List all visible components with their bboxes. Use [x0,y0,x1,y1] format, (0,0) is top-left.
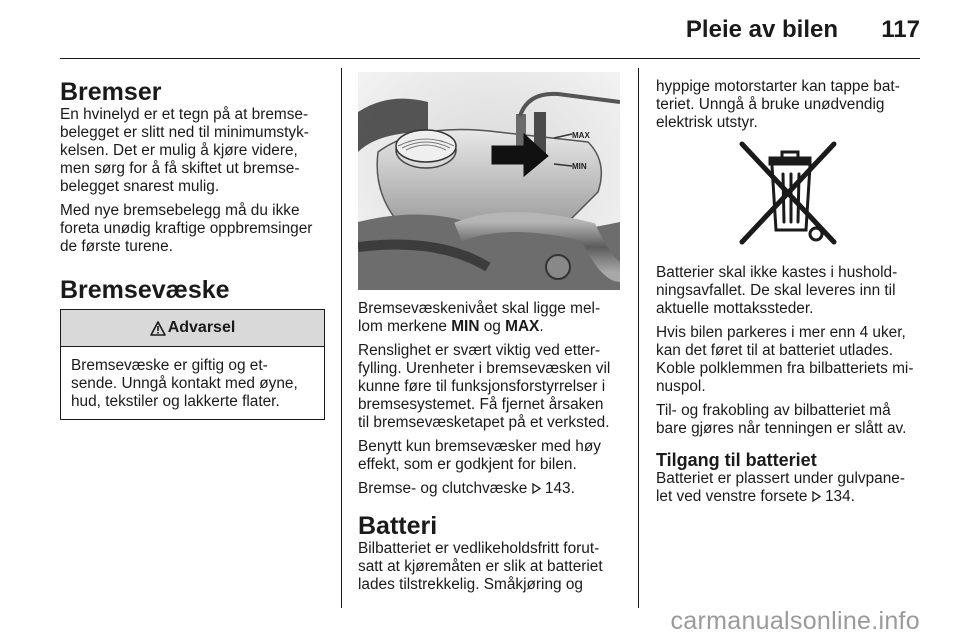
page-reference-icon [812,491,821,502]
subsection-title-battery-access: Tilgang til batteriet [656,450,817,470]
right-column-bottom [656,264,936,512]
footer-watermark: carmanualsonline.info [670,607,920,635]
header-title: Pleie av bilen [685,16,838,43]
paragraph-parking: Hvis bilen parkeres i mer enn 4 uker, kan det føret til at batteriet utlades. Koble polklemmen fra bilbatteriets mi- nuspol. [656,324,914,395]
paragraph-battery-maintenance: Bilbatteriet er vedlikeholdsfritt forut- satt at kjøremåten er slik at batteriet lades tilstrekkelig. Småkjøring og [358,540,603,593]
min-marker-label: MIN [572,162,587,171]
middle-column [358,300,628,600]
min-keyword: MIN [451,318,480,335]
column-divider-right [638,68,639,608]
warning-text: Bremsevæske er giftig og et- sende. Unngå kontakt med øyne, hud, tekstiler og lakkerte flater. [71,357,298,410]
warning-header [61,310,324,347]
right-column-top [656,78,936,138]
crossed-out-bin-icon [734,138,842,246]
paragraph-battery-location: Batteriet er plassert under gulvpane- let ved venstre forsete 134. [656,470,936,506]
left-column [60,78,330,304]
warning-box [60,309,325,420]
page-number: 117 [881,16,920,43]
brake-fluid-reservoir-image [358,72,620,290]
paragraph-disposal: Batterier skal ikke kastes i hushold- ningsavfallet. De skal leveres inn til aktuelle mottakssteder. [656,264,898,317]
cross-reference-seat[interactable]: let ved venstre forsete 134. [656,488,855,505]
paragraph-cleanliness: Renslighet er svært viktig ved etter- fylling. Urenheter i bremsevæsken vil kunne føre til funksjonsforstyrrelser i bremsesystemet. Få fjernet årsaken til bremsevæsketapet på et verksted. [358,342,611,431]
paragraph-new-pads: Med nye bremsebelegg må du ikke foreta unødig kraftige oppbremsinger de første turene. [60,202,313,255]
warning-triangle-icon [150,321,166,336]
max-keyword: MAX [505,318,540,335]
column-divider-left [341,68,342,608]
paragraph-fluid-type: Benytt kun bremsevæsker med høy effekt, som er godkjent for bilen. [358,438,601,473]
section-title-bremser: Bremser [60,78,162,106]
warning-title: Advarsel [167,319,236,336]
page-reference-icon [532,483,541,494]
section-title-batteri: Batteri [358,512,438,540]
section-title-bremsevaeske: Bremsevæske [60,276,230,304]
paragraph-battery-drain: hyppige motorstarter kan tappe bat- teriet. Unngå å bruke unødvendig elektrisk utstyr. [656,78,900,131]
max-marker-label: MAX [572,131,590,140]
header-rule [60,58,920,59]
paragraph-fluid-level: Bremsevæskenivået skal ligge mel- lom merkene MIN og MAX. [358,300,601,335]
paragraph-connection: Til- og frakobling av bilbatteriet må bare gjøres når tenningen er slått av. [656,402,907,437]
paragraph-brake-noise: En hvinelyd er et tegn på at bremse- belegget er slitt ned til minimumstyk- kelsen. Det er mulig å kjøre videre, men sørg for å få skiftet ut bremse- belegget snarest mulig. [60,106,309,195]
cross-reference-clutch-fluid[interactable]: Bremse- og clutchvæske 143. [358,480,575,497]
